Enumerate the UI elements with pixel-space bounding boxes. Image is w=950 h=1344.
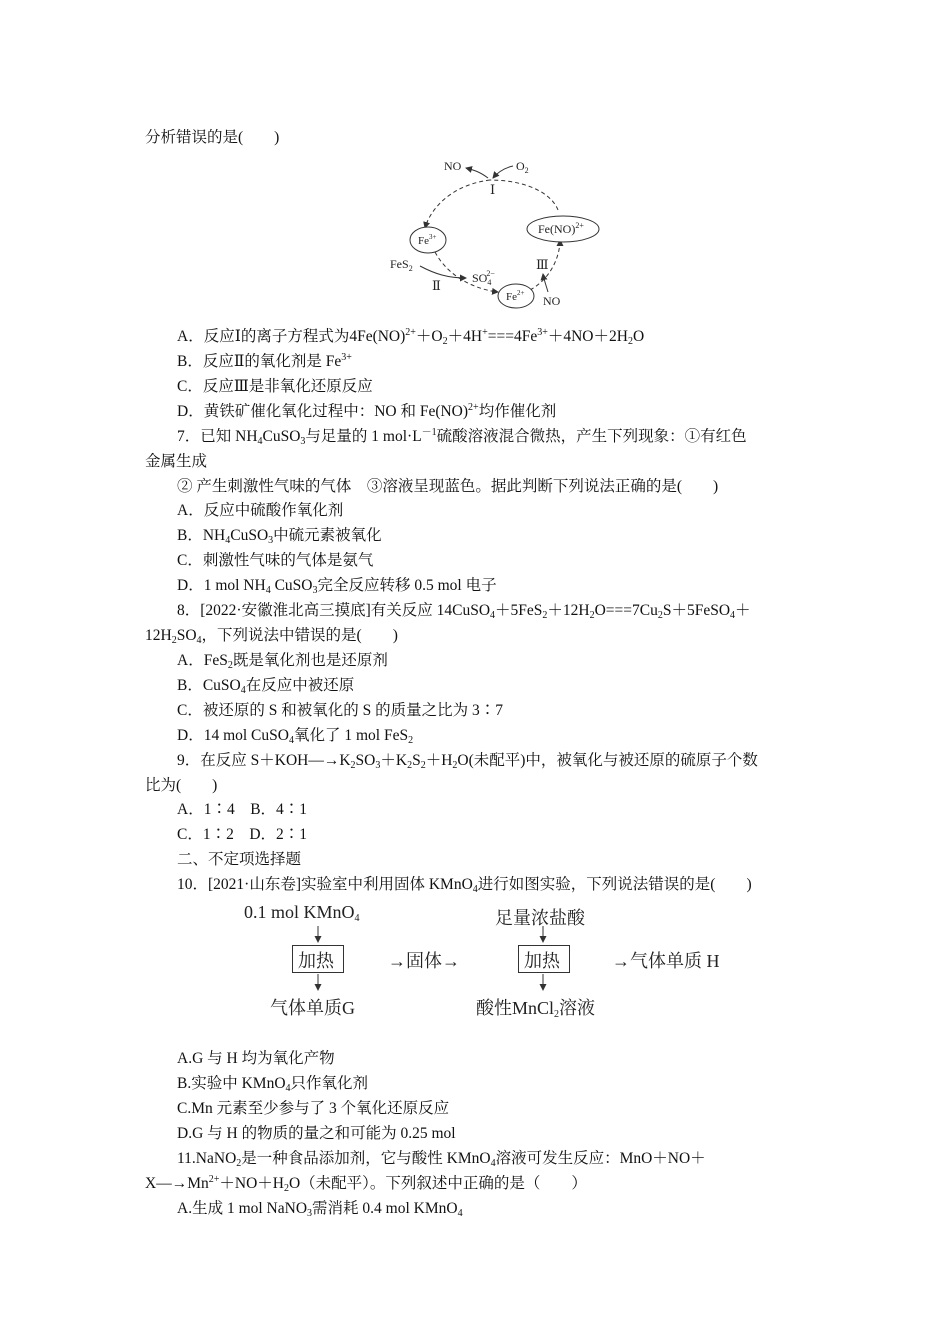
label-reaction-2: Ⅱ <box>432 278 441 293</box>
q6-option-d: D．黄铁矿催化氧化过程中：NO 和 Fe(NO)$^{2+}$均作催化剂 <box>177 402 557 420</box>
label-reaction-1: Ⅰ <box>490 182 496 197</box>
q10-option-b: B.实验中 KMnO$_4$只作氧化剂 <box>177 1075 369 1094</box>
flow-acid-label: 足量浓盐酸 <box>495 908 585 928</box>
label-fe3: $Fe^{3+}$ <box>418 233 437 247</box>
label-so4: $SO_42-$ <box>472 269 495 287</box>
q10-option-c: C.Mn 元素至少参与了 3 个氧化还原反应 <box>177 1100 450 1117</box>
flow-start-label: 0.1 mol KMnO$_4$ <box>244 902 360 924</box>
flow-mncl-label: 酸性MnCl$_2$溶液 <box>476 998 596 1020</box>
q8-stem-line1: 8．[2022·安徽淮北高三摸底]有关反应 $14CuSO_4+5FeS_2+12H_2O===7Cu_2S+5FeSO_4+$ <box>177 602 751 621</box>
flow-heat-label-1: 加热 <box>298 951 334 971</box>
label-fes2: FeS$_2$ <box>390 257 413 273</box>
flow-gas-h-label: →气体单质 H <box>612 951 720 971</box>
label-feno: Fe(NO)$^{2+}$ <box>538 221 584 236</box>
q7-option-b: B．$NH_4CuSO_3$中硫元素被氧化 <box>177 527 382 546</box>
q8-option-a: A．FeS$_2$既是氧化剂也是还原剂 <box>177 652 388 671</box>
q7-option-a: A．反应中硫酸作氧化剂 <box>177 502 344 519</box>
q8-stem-line2: $12H_2SO_4$，下列说法中错误的是( ) <box>145 627 398 646</box>
q8-option-b: B．CuSO$_4$在反应中被还原 <box>177 677 355 696</box>
q7-option-d: D．1 mol $NH_4$ CuSO$_3$完全反应转移 0.5 mol 电子 <box>177 577 497 596</box>
label-fe2: $Fe^{2+}$ <box>506 289 525 303</box>
q11-stem-line2: $X―\to Mn^{2+}+NO+H_2O$（未配平）。下列叙述中正确的是（ ） <box>145 1174 587 1194</box>
q6-option-b: B．反应Ⅱ的氧化剂是 $Fe^{3+}$ <box>177 352 352 370</box>
q6-option-a: A．反应Ⅰ的离子方程式为$4Fe(NO)^{2+}+O_2+4H^+===4Fe^{3+}+4NO+2H_2O$ <box>177 327 645 347</box>
q7-option-c: C．刺激性气味的气体是氨气 <box>177 552 374 569</box>
q7-stem-line3: ② 产生刺激性气味的气体 ③溶液呈现蓝色。据此判断下列说法正确的是( ) <box>177 478 719 495</box>
flow-heat-label-2: 加热 <box>524 951 560 971</box>
q9-stem-line2: 比为( ) <box>145 777 218 794</box>
q8-option-c: C．被还原的 S 和被氧化的 S 的质量之比为 3∶7 <box>177 702 503 719</box>
q9-stem-line1: 9．在反应 $S+KOH―\to K_2SO_3+K_2S_2+H_2O$(未配平)中，被氧化与被还原的硫原子个数 <box>177 752 758 771</box>
q6-stem-tail: 分析错误的是( ) <box>145 129 280 146</box>
flow-gas-g-label: 气体单质G <box>270 998 355 1018</box>
q7-stem-line1: 7．已知 $NH_4CuSO_3$与足量的 1 $mol\cdot L^{-1}$硫酸溶液混合微热，产生下列现象：①有红色 <box>177 427 747 447</box>
q10-stem: 10．[2021·山东卷]实验室中利用固体 KMnO$_4$进行如图实验，下列说法错误的是( ) <box>177 876 752 895</box>
label-reaction-3: Ⅲ <box>536 257 549 272</box>
q8-option-d: D．14 mol CuSO$_4$氧化了 1 mol FeS$_2$ <box>177 727 414 746</box>
label-o2: $O_2$ <box>516 159 529 175</box>
section-2-heading: 二、不定项选择题 <box>177 851 302 868</box>
q7-stem-line2: 金属生成 <box>145 453 208 470</box>
q9-options-ab: A．1∶4 B．4∶1 <box>177 801 308 818</box>
q9-options-cd: C．1∶2 D．2∶1 <box>177 826 308 843</box>
flow-solid-label: →固体→ <box>388 951 460 971</box>
q10-option-d: D.G 与 H 的物质的量之和可能为 0.25 mol <box>177 1125 456 1142</box>
q11-option-a: A.生成 1 mol NaNO$_3$需消耗 0.4 mol KMnO$_4$ <box>177 1200 463 1219</box>
q10-option-a: A.G 与 H 均为氧化产物 <box>177 1050 335 1067</box>
q11-stem-line1: 11.NaNO$_2$是一种食品添加剂，它与酸性 KMnO$_4$溶液可发生反应：MnO＋NO＋ <box>177 1150 706 1169</box>
q6-option-c: C．反应Ⅲ是非氧化还原反应 <box>177 378 373 395</box>
label-no-top: NO <box>444 159 462 173</box>
label-no-bottom: NO <box>543 294 561 308</box>
